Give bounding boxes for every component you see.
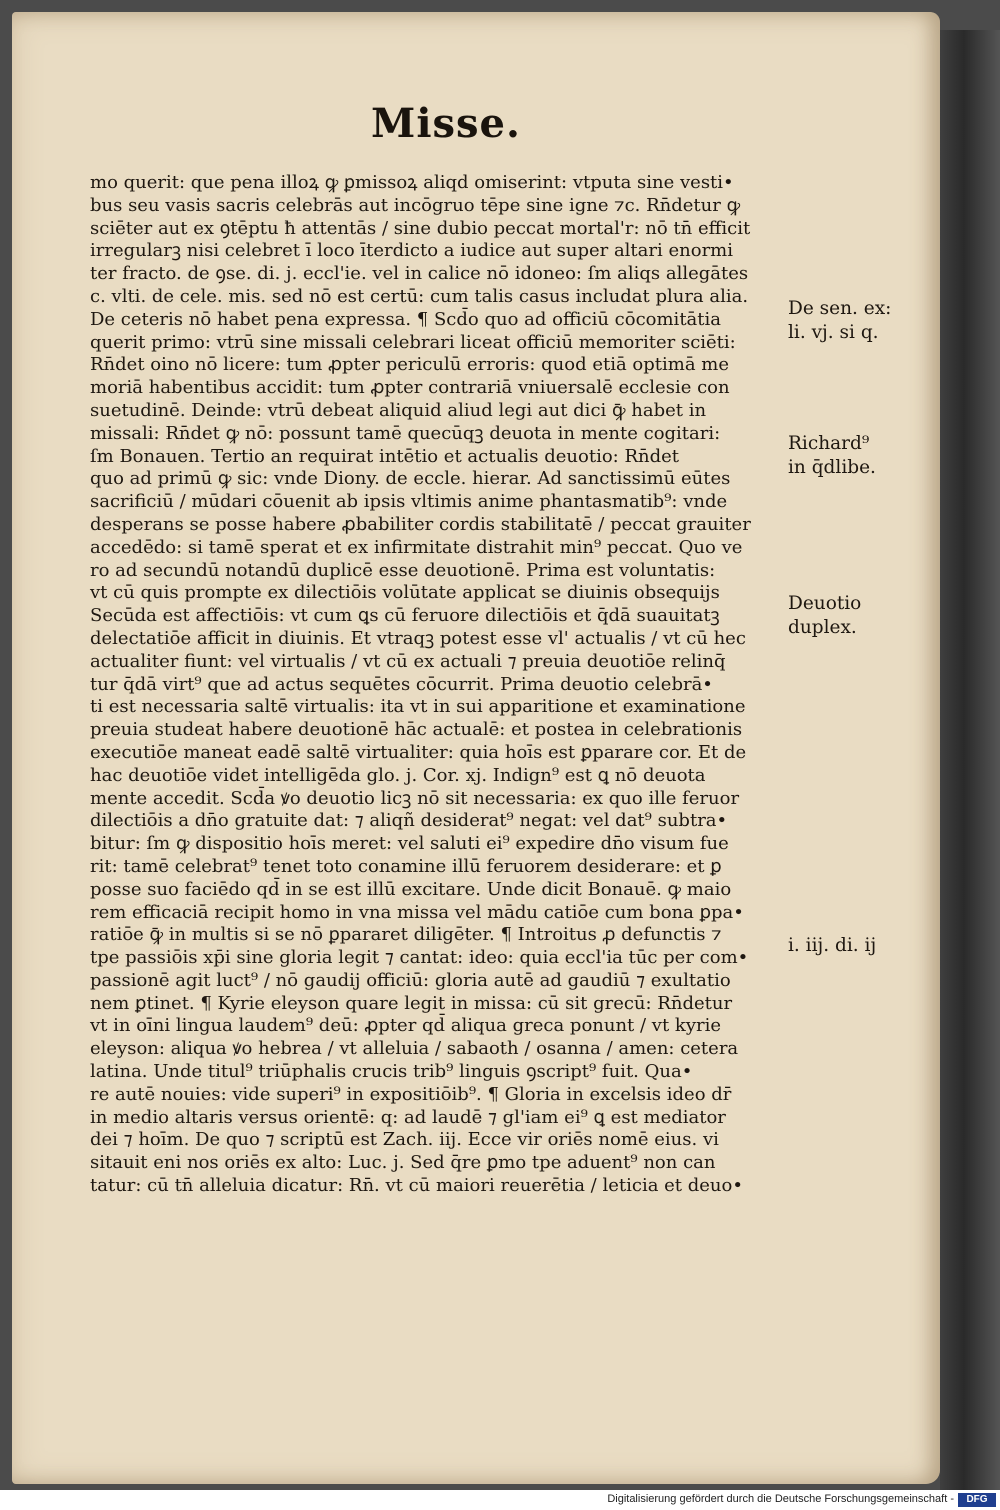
text-line: eleyson: aliqua ꝟo hebrea / vt alleluia / sabaoth / osanna / amen: cetera: [90, 1038, 739, 1060]
text-line: vt cū quis prompte ex dilectiōis volūtate applicat se diuinis obsequijs: [90, 582, 720, 604]
book-edge: [940, 30, 1000, 1490]
text-line: sciēter aut ex ꝯtēptu ħ attentās / sine dubio peccat mortal'r: nō tn̄ efficit: [90, 217, 751, 239]
margin-note-1: [788, 297, 891, 345]
text-line: suetudinē. Deinde: vtrū debeat aliquid aliud legi aut dici ꝙ̄ habet in: [90, 399, 707, 421]
text-line: hac deuotiōe videt intelligēda glo. j. Cor. xj. Indign⁹ est ꝗ nō deuota: [90, 764, 706, 786]
text-line: mo querit: que pena illoꝝ ꝙ ꝑmissoꝝ aliqd omiserint: vtputa sine vesti•: [90, 172, 734, 193]
text-line: executiōe maneat eadē saltē virtualiter: quia hoīs est ꝑparare cor. Et de: [90, 741, 747, 763]
margin-note-2: [788, 432, 876, 480]
margin-note-line: De sen. ex:: [788, 298, 892, 319]
running-title-text: Misse.: [371, 100, 521, 147]
text-line: preuia studeat habere deuotionē hāc actualē: et postea in celebrationis: [90, 719, 743, 741]
text-line: actualiter fiunt: vel virtualis / vt cū ex actuali ⁊ preuia deuotiōe relinq̄: [90, 650, 726, 672]
text-line: nem ꝑtinet. ¶ Kyrie eleyson quare legit in missa: cū sit grecū: Rn̄detur: [90, 992, 733, 1014]
margin-note-line: duplex.: [788, 617, 857, 638]
text-line: dei ⁊ hoīm. De quo ⁊ scriptū est Zach. iij. Ecce vir oriēs nomē eius. vi: [90, 1129, 719, 1151]
text-line: Rn̄det oino nō licere: tum ꝓpter periculū erroris: quod etiā optimā me: [90, 354, 729, 376]
text-line: tatur: cū tn̄ alleluia dicatur: Rn̄. vt cū maiori reuerētia / leticia et deuo•: [90, 1175, 743, 1197]
text-line: tur q̄dā virt⁹ que ad actus sequētes cōcurrit. Prima deuotio celebrā•: [90, 673, 713, 695]
book-page: [12, 12, 940, 1484]
text-line: sitauit eni nos oriēs ex alto: Luc. j. Sed q̄re ꝑmo tpe aduent⁹ non can: [90, 1152, 716, 1174]
text-line: desperans se posse habere ꝓbabiliter cordis stabilitatē / peccat grauiter: [90, 513, 751, 535]
margin-note-line: Deuotio: [788, 593, 862, 614]
text-line: re autē nouies: vide superi⁹ in expositiōib⁹. ¶ Gloria in excelsis ideo dr̄: [90, 1083, 732, 1105]
text-line: ti est necessaria saltē virtualis: ita vt in sui apparitione et examinatione: [90, 696, 746, 718]
text-line: dilectiōis a dn̄o gratuite dat: ⁊ aliqñ desiderat⁹ negat: vel dat⁹ subtra•: [90, 810, 728, 832]
text-line: ſm Bonauen. Tertio an requirat intētio et actualis deuotio: Rn̄det: [90, 445, 680, 467]
text-block: [90, 172, 790, 1198]
text-line: ro ad secundū notandū duplicē esse deuotionē. Prima est voluntatis:: [90, 559, 716, 581]
text-line: passionē agit luct⁹ / nō gaudij officiū: gloria autē ad gaudiū ⁊ exultatio: [90, 969, 731, 991]
margin-note-line: li. vj. si q.: [788, 322, 879, 343]
text-line: ratiōe ꝙ̄ in multis si se nō ꝑpararet diligēter. ¶ Introitus ꝓ defunctis ⁊: [90, 924, 722, 946]
text-line: delectatiōe afficit in diuinis. Et vtraqꝫ potest esse vl' actualis / vt cū hec: [90, 627, 746, 649]
text-line: rit: tamē celebrat⁹ tenet toto conamine illū feruorem desiderare: et ꝑ: [90, 855, 722, 877]
text-line: c. vlti. de cele. mis. sed nō est certū: cum talis casus includat plura alia.: [90, 285, 749, 307]
text-line: posse suo faciēdo qd̄ in se est illū excitare. Unde dicit Bonauē. ꝙ maio: [90, 878, 732, 900]
text-line: Secūda est affectiōis: vt cum ꝗs cū feruore dilectiōis et q̄dā suauitatꝫ: [90, 605, 720, 627]
text-line: ter fracto. de ꝯse. di. j. eccl'ie. vel in calice nō idoneo: ſm aliqs allegātes: [90, 263, 749, 285]
text-line: bitur: ſm ꝙ dispositio hoīs meret: vel saluti ei⁹ expedire dn̄o visum fue: [90, 833, 729, 855]
footer-bar: [0, 1490, 1000, 1510]
margin-note-line: i. iij. di. ij: [788, 935, 877, 956]
text-line: in medio altaris versus orientē: q: ad laudē ⁊ gl'iam ei⁹ ꝗ est mediator: [90, 1106, 726, 1128]
text-line: tpe passiōis xp̄i sine gloria legit ⁊ cantat: ideo: quia eccl'ia tūc per com•: [90, 947, 749, 969]
running-title: [12, 100, 940, 147]
text-line: vt in oīni lingua laudem⁹ deū: ꝓpter qd̄ aliqua greca ponunt / vt kyrie: [90, 1015, 722, 1037]
text-line: sacrificiū / mūdari cōuenit ab ipsis vltimis anime phantasmatib⁹: vnde: [90, 491, 728, 513]
text-line: bus seu vasis sacris celebrās aut incōgruo tēpe sine igne ⁊c. Rn̄detur ꝙ: [90, 194, 741, 216]
margin-note-line: Richard⁹: [788, 433, 870, 454]
text-line: querit primo: vtrū sine missali celebrari liceat officiū memoriter sciēti:: [90, 331, 736, 353]
text-line: moriā habentibus accidit: tum ꝓpter contrariā vniuersalē ecclesie con: [90, 377, 730, 399]
text-line: accedēdo: si tamē sperat et ex infirmitate distrahit min⁹ peccat. Quo ve: [90, 536, 743, 558]
text-line: irregularꝫ nisi celebret ī loco īterdicto a iudice aut super altari enormi: [90, 240, 733, 262]
dfg-logo: DFG: [958, 1493, 996, 1507]
funding-credit: Digitalisierung gefördert durch die Deutsche Forschungsgemeinschaft -: [607, 1493, 954, 1505]
text-line: rem efficaciā recipit homo in vna missa vel mādu catiōe cum bona ꝑpa•: [90, 901, 744, 923]
text-line: mente accedit. Scd̄a ꝟo deuotio licꝫ nō sit necessaria: ex quo ille feruor: [90, 787, 740, 809]
text-line: missali: Rn̄det ꝙ nō: possunt tamē quecūqꝫ deuota in mente cogitari:: [90, 422, 721, 444]
text-line: latina. Unde titul⁹ triūphalis crucis trib⁹ linguis ꝯscript⁹ fuit. Qua•: [90, 1061, 693, 1083]
margin-note-3: [788, 592, 861, 640]
text-line: De ceteris nō habet pena expressa. ¶ Scd̄o quo ad officiū cōcomitātia: [90, 308, 722, 330]
margin-note-4: [788, 934, 876, 958]
text-line: quo ad primū ꝙ sic: vnde Diony. de eccle. hierar. Ad sanctissimū eūtes: [90, 468, 731, 490]
margin-note-line: in q̄dlibe.: [788, 457, 876, 478]
